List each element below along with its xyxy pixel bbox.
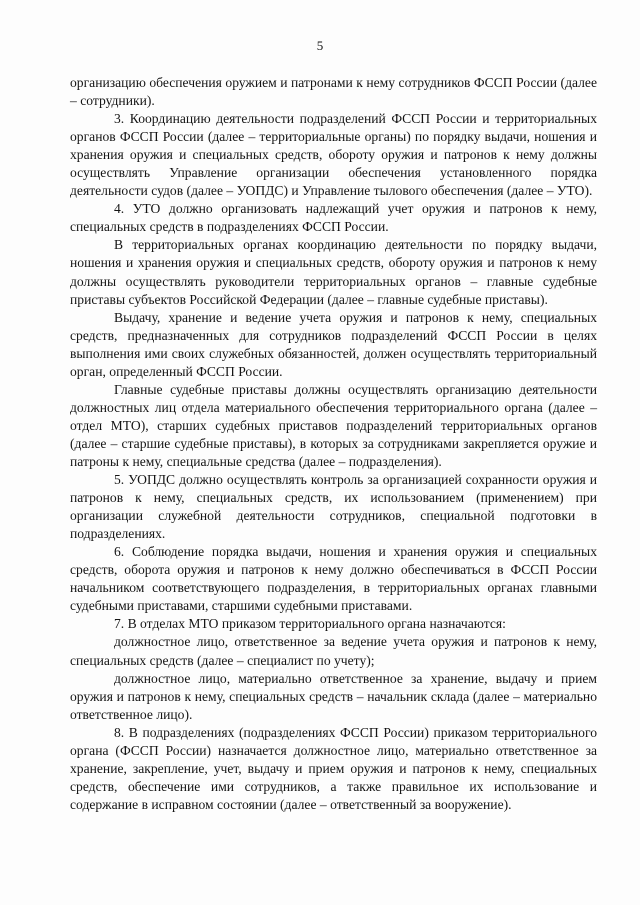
paragraph-item-4: 4. УТО должно организовать надлежащий учет оружия и патронов к нему, специальных средств в подразделениях ФССП России. — [70, 201, 597, 235]
paragraph-item-8: 8. В подразделениях (подразделениях ФССП России) приказом территориального органа (ФССП России) назначается должностное лицо, материально ответственное за хранение, закрепление, учет, выдачу и прием оружия и патронов к нему, специальных средств, обеспечение ими сотрудников, а также правильное их использование и содержание в исправном состоянии (далее – ответственный за вооружение). — [70, 724, 597, 812]
page-number: 5 — [316, 38, 324, 53]
paragraph-chief-bailiffs: Главные судебные приставы должны осуществлять организацию деятельности должностных лиц отдела материального обеспечения территориального органа (далее – отдел МТО), старших судебных приставов подразделений территориальных органов (далее – старшие судебные приставы), в которых за сотрудниками закрепляется оружие и патроны к нему, специальные средства (далее – подразделения). — [70, 381, 597, 469]
document-body — [70, 74, 597, 814]
paragraph-territorial-coordination: В территориальных органах координацию деятельности по порядку выдачи, ношения и хранения оружия и специальных средств, обороту оружия и патронов к нему должны осуществлять руководители территориальных органов – главные судебные приставы субъектов Российской Федерации (далее – главные судебные приставы). — [70, 237, 597, 307]
paragraph-accounting-specialist: должностное лицо, ответственное за ведение учета оружия и патронов к нему, специальных средств (далее – специалист по учету); — [70, 634, 597, 668]
paragraph-item-6: 6. Соблюдение порядка выдачи, ношения и хранения оружия и специальных средств, оборота оружия и патронов к нему должно обеспечиваться в ФССП России начальником соответствующего подразделения, в территориальных органах главными судебными приставами, старшими судебными приставами. — [70, 544, 597, 614]
paragraph-issuance-storage: Выдачу, хранение и ведение учета оружия и патронов к нему, специальных средств, предназначенных для сотрудников подразделений ФССП России в целях выполнения ими своих служебных обязанностей, должен осуществлять территориальный орган, определенный ФССП России. — [70, 309, 597, 379]
paragraph-responsible-person: должностное лицо, материально ответственное за хранение, выдачу и прием оружия и патронов к нему, специальных средств – начальник склада (далее – материально ответственное лицо). — [70, 670, 597, 722]
paragraph-item-7: 7. В отделах МТО приказом территориального органа назначаются: — [114, 616, 506, 632]
paragraph-item-5: 5. УОПДС должно осуществлять контроль за организацией сохранности оружия и патронов к нему, специальных средств, их использованием (применением) при организации служебной деятельности сотрудников, специальной подготовки в подразделениях. — [70, 472, 597, 542]
paragraph-continuation: организацию обеспечения оружием и патронами к нему сотрудников ФССП России (далее – сотрудники). — [70, 75, 597, 109]
paragraph-item-3: 3. Координацию деятельности подразделений ФССП России и территориальных органов ФССП России (далее – территориальные органы) по порядку выдачи, ношения и хранения оружия и специальных средств, обороту оружия и патронов к нему должны осуществлять Управление организации обеспечения установленного порядка деятельности судов (далее – УОПДС) и Управление тылового обеспечения (далее – УТО). — [70, 111, 597, 199]
